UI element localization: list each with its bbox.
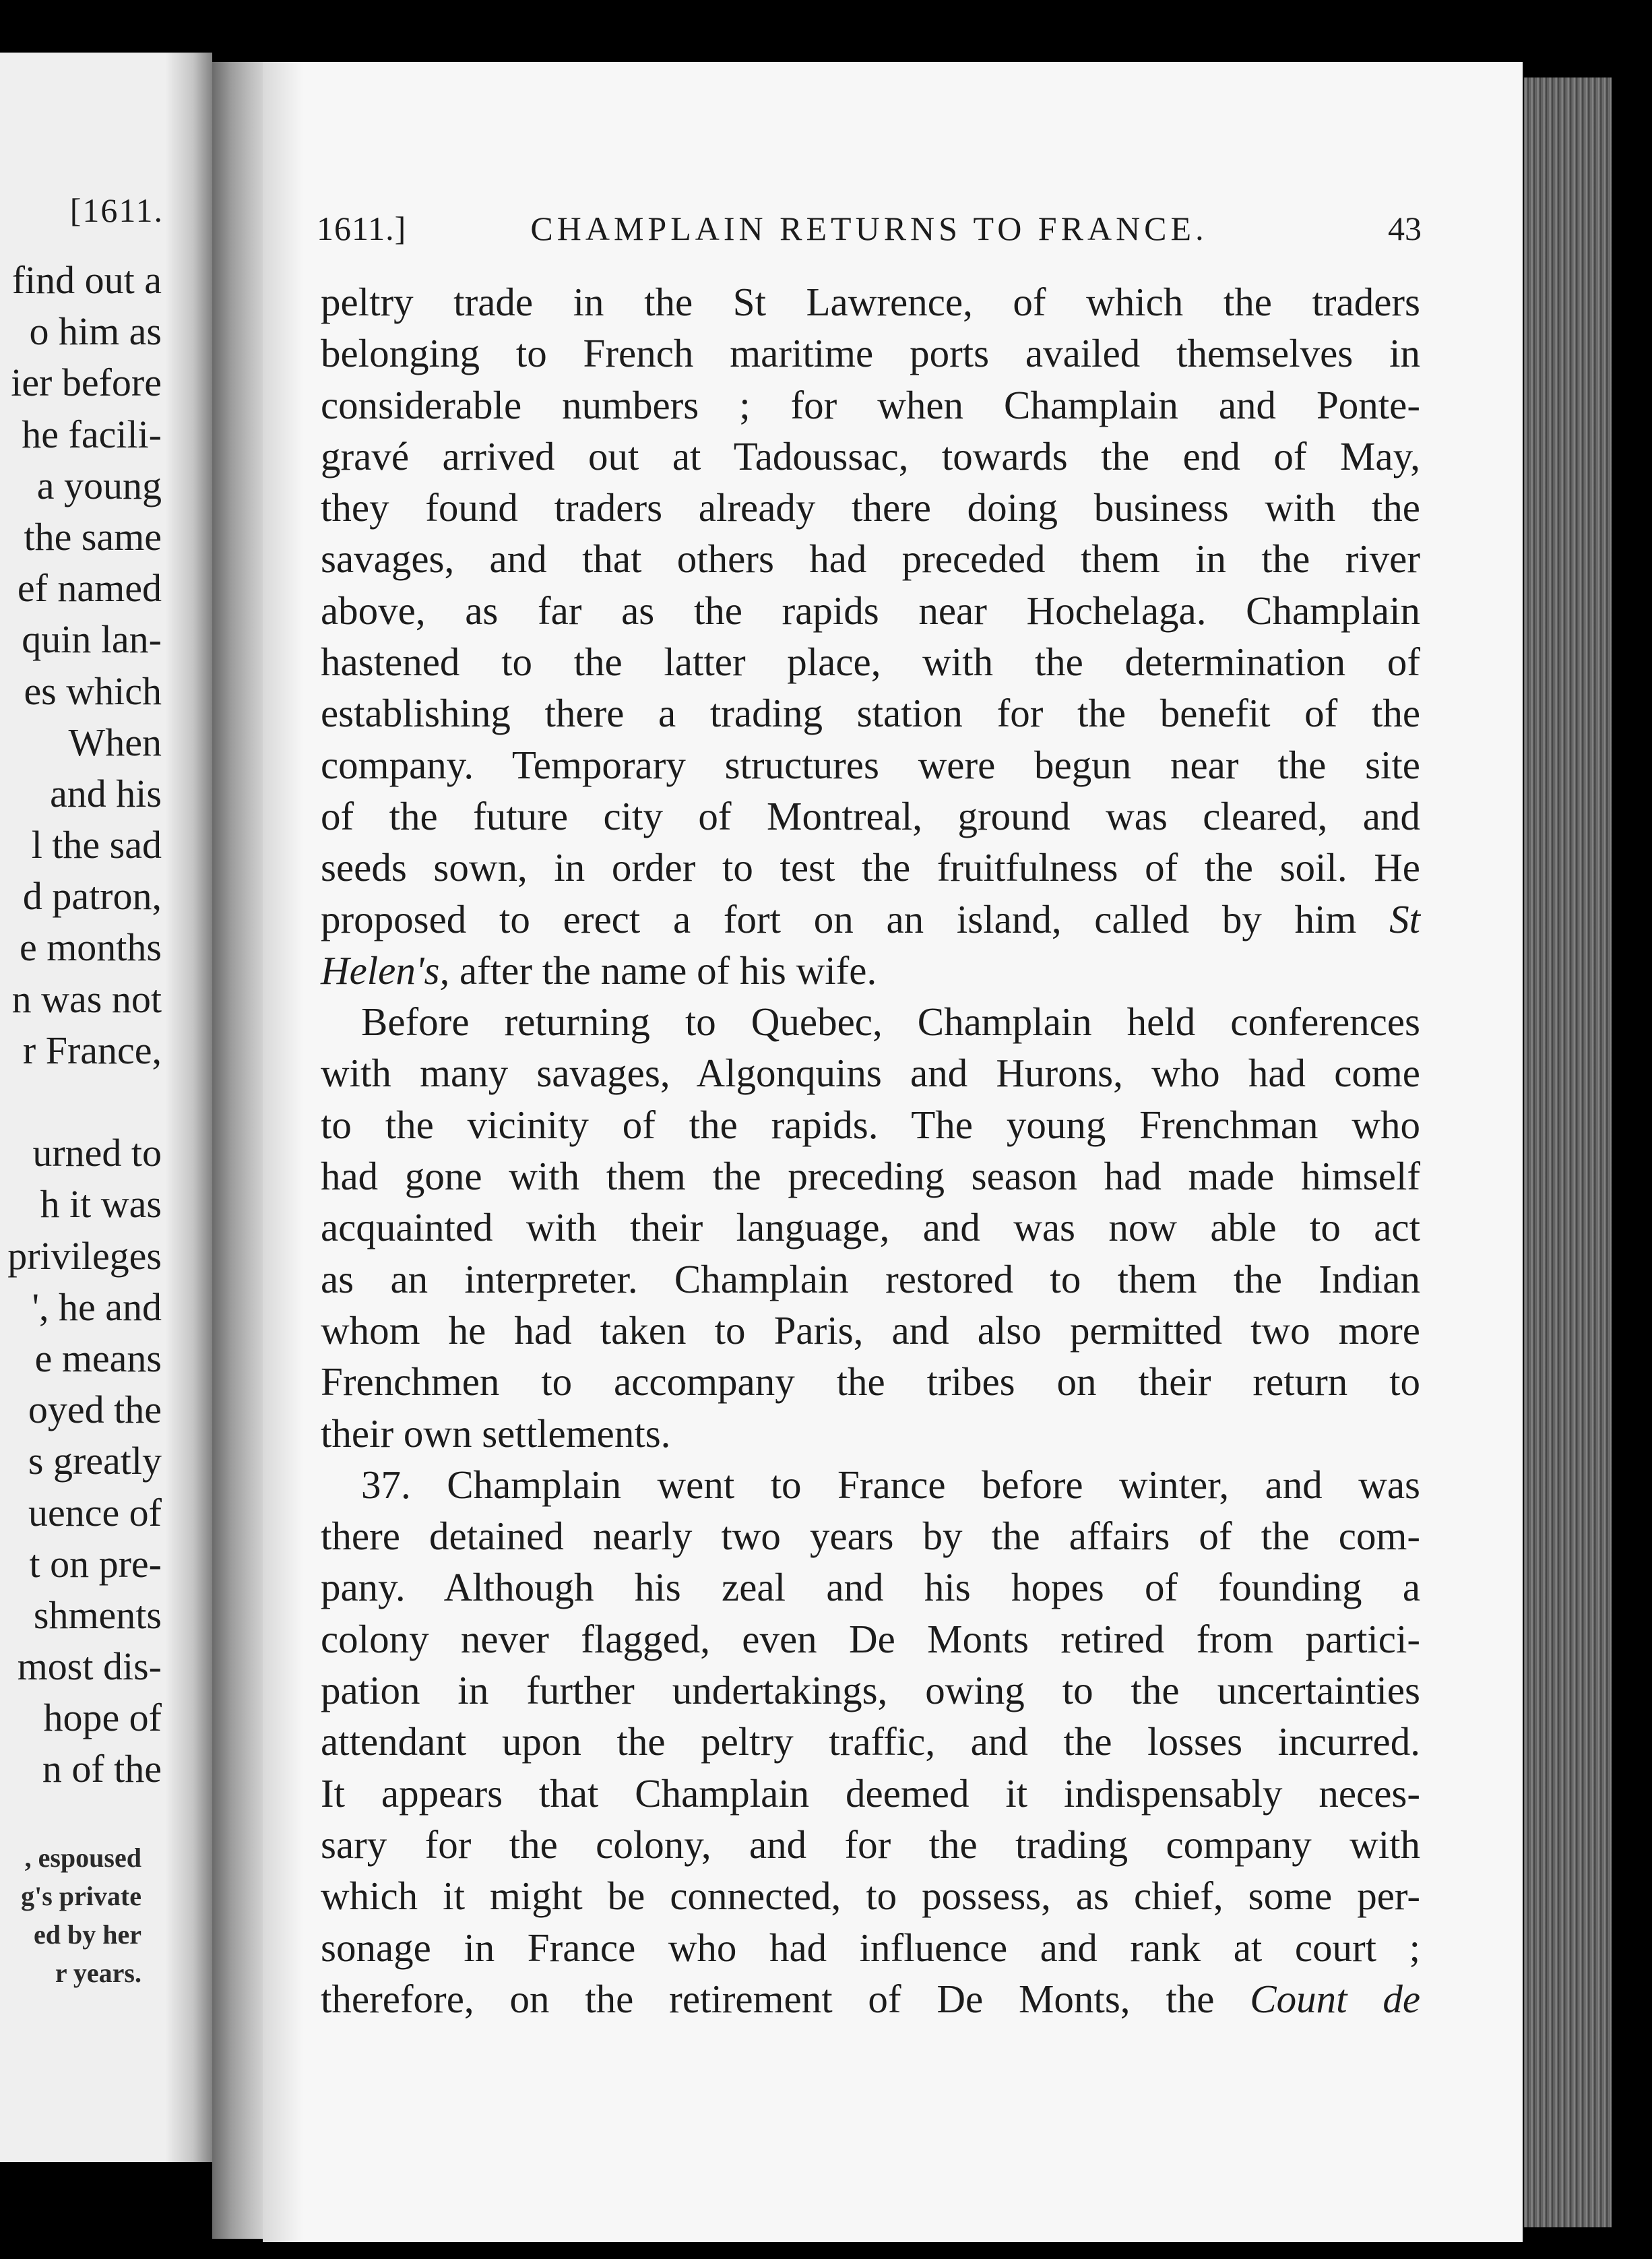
previous-page-line: es which (24, 669, 162, 713)
line-text: with many savages, Algonquins and Hurons, who had come (321, 1051, 1420, 1096)
line-text: had gone with them the preceding season had made himself (321, 1154, 1420, 1199)
line-text: gravé arrived out at Tadoussac, towards the end of May, (321, 433, 1420, 478)
text-line (321, 1099, 1420, 1150)
line-text: sonage in France who had influence and rank at court ; (321, 1925, 1420, 1970)
previous-page-line: the same (24, 514, 162, 559)
line-text: above, as far as the rapids near Hochelaga. Champlain (321, 588, 1420, 633)
previous-page-line: and his (50, 771, 162, 815)
text-line (321, 482, 1420, 533)
text-line (321, 379, 1420, 431)
text-line (321, 1819, 1420, 1870)
text-line (321, 431, 1420, 482)
text-line (321, 1408, 1420, 1459)
previous-page-line: When (68, 720, 162, 764)
line-text: seeds sown, in order to test the fruitfulness of the soil. He (321, 845, 1420, 890)
text-line (321, 585, 1420, 636)
book-page (263, 62, 1523, 2242)
text-line (321, 1768, 1420, 1819)
previous-page-line: uence of (28, 1490, 162, 1535)
line-text: establishing there a trading station for the benefit of the (321, 691, 1420, 736)
text-line (321, 1922, 1420, 1973)
running-header (317, 205, 1422, 252)
header-year: 1611.] (317, 210, 407, 247)
previous-page-line: hope of (43, 1696, 162, 1740)
previous-page-line: r France, (22, 1028, 162, 1072)
previous-page-line: ef named (17, 566, 162, 611)
previous-page-line: h it was (40, 1182, 162, 1227)
italic-text: St (1389, 896, 1421, 941)
previous-page-line: n of the (42, 1747, 162, 1791)
previous-page-line: n was not (11, 977, 162, 1021)
previous-page-line: privileges (7, 1233, 162, 1278)
previous-page-line: a young (36, 463, 162, 507)
text-line (321, 1305, 1420, 1356)
previous-page-line: quin lan- (22, 617, 162, 662)
previous-page-line (0, 1076, 162, 1127)
line-text: company. Temporary structures were begun near the site (321, 742, 1420, 787)
previous-page-line: e months (19, 925, 162, 970)
line-text: Frenchmen to accompany the tribes on their return to (321, 1359, 1420, 1404)
italic-text: Helen's, (321, 948, 450, 993)
line-text: therefore, on the retirement of De Monts, the (321, 1976, 1215, 2021)
text-line (321, 996, 1420, 1047)
line-text: sary for the colony, and for the trading company with (321, 1822, 1420, 1867)
text-line (321, 276, 1420, 328)
text-line (321, 687, 1420, 739)
previous-page-footnote-line: , espoused (24, 1843, 141, 1873)
previous-page-line: d patron, (22, 874, 162, 919)
line-text: colony never flagged, even De Monts retired from partici- (321, 1616, 1420, 1661)
line-text: after the name of his wife. (459, 948, 877, 993)
previous-page-footnote-line: g's private (21, 1881, 141, 1911)
text-line (321, 894, 1420, 945)
line-text: 37. Champlain went to France before winter, and was (361, 1462, 1420, 1507)
line-text: to the vicinity of the rapids. The young Frenchman who (321, 1102, 1420, 1147)
text-line (321, 1150, 1420, 1202)
body-text (321, 276, 1420, 2024)
text-line (321, 1870, 1420, 1921)
book-gutter (212, 62, 266, 2239)
line-text: Before returning to Quebec, Champlain held conferences (361, 999, 1420, 1045)
previous-page-line: shments (33, 1592, 162, 1637)
previous-page-line: o him as (29, 309, 162, 354)
previous-page-line: oyed the (28, 1388, 162, 1432)
previous-page-line: urned to (32, 1131, 162, 1175)
line-text: attendant upon the peltry traffic, and the losses incurred. (321, 1719, 1420, 1764)
line-text: hastened to the latter place, with the determination of (321, 640, 1420, 685)
line-text: pation in further undertakings, owing to the uncertainties (321, 1668, 1420, 1713)
previous-page-footnote (0, 1838, 141, 1992)
previous-page-line: t on pre- (29, 1541, 162, 1586)
previous-page-text (0, 255, 162, 1795)
previous-page (0, 53, 212, 2162)
previous-page-line: ', he and (32, 1285, 162, 1329)
text-line (321, 1665, 1420, 1716)
running-title: CHAMPLAIN RETURNS TO FRANCE. (530, 210, 1208, 247)
line-text: savages, and that others had preceded them in the river (321, 536, 1420, 582)
previous-page-line: most dis- (17, 1644, 162, 1689)
text-line (321, 842, 1420, 893)
line-text: considerable numbers ; for when Champlain and Ponte- (321, 382, 1420, 427)
text-line (321, 1047, 1420, 1098)
text-line (321, 1202, 1420, 1253)
text-line (321, 1561, 1420, 1613)
text-line (321, 1356, 1420, 1407)
text-line (321, 1459, 1420, 1510)
text-line (321, 328, 1420, 379)
italic-text: Count de (1250, 1976, 1421, 2021)
text-line (321, 1613, 1420, 1665)
line-text: pany. Although his zeal and his hopes of founding a (321, 1565, 1420, 1610)
line-text: whom he had taken to Paris, and also permitted two more (321, 1307, 1420, 1353)
line-text: they found traders already there doing business with the (321, 485, 1420, 530)
text-line (321, 533, 1420, 584)
previous-page-line: e means (34, 1336, 162, 1380)
text-line (321, 1510, 1420, 1561)
line-text: as an interpreter. Champlain restored to them the Indian (321, 1256, 1420, 1301)
text-line (321, 739, 1420, 791)
line-text: their own settlements. (321, 1411, 671, 1456)
line-text: there detained nearly two years by the affairs of the com- (321, 1514, 1420, 1559)
page-edges (1524, 78, 1612, 2227)
line-text: proposed to erect a fort on an island, called by him (321, 896, 1357, 941)
previous-page-line: he facili- (22, 412, 162, 456)
line-text: peltry trade in the St Lawrence, of which the traders (321, 280, 1420, 324)
text-line (321, 1254, 1420, 1305)
line-text: It appears that Champlain deemed it indispensably neces- (321, 1770, 1420, 1816)
line-text: belonging to French maritime ports availed themselves in (321, 331, 1420, 376)
text-line (321, 791, 1420, 842)
text-line (321, 1716, 1420, 1767)
line-text: of the future city of Montreal, ground was cleared, and (321, 793, 1420, 838)
text-line (321, 1973, 1420, 2024)
previous-page-footnote-line: ed by her (34, 1919, 141, 1950)
previous-page-line: ier before (11, 361, 162, 405)
text-line (321, 945, 1420, 996)
previous-page-footnote-line: r years. (55, 1958, 141, 1988)
page-number: 43 (1388, 210, 1422, 247)
text-line (321, 636, 1420, 687)
line-text: which it might be connected, to possess, as chief, some per- (321, 1874, 1420, 1919)
previous-page-header: [1611. (69, 191, 164, 229)
previous-page-line: s greatly (28, 1439, 162, 1483)
previous-page-line: l the sad (31, 823, 162, 867)
line-text: acquainted with their language, and was now able to act (321, 1205, 1420, 1250)
previous-page-line: find out a (11, 258, 162, 302)
